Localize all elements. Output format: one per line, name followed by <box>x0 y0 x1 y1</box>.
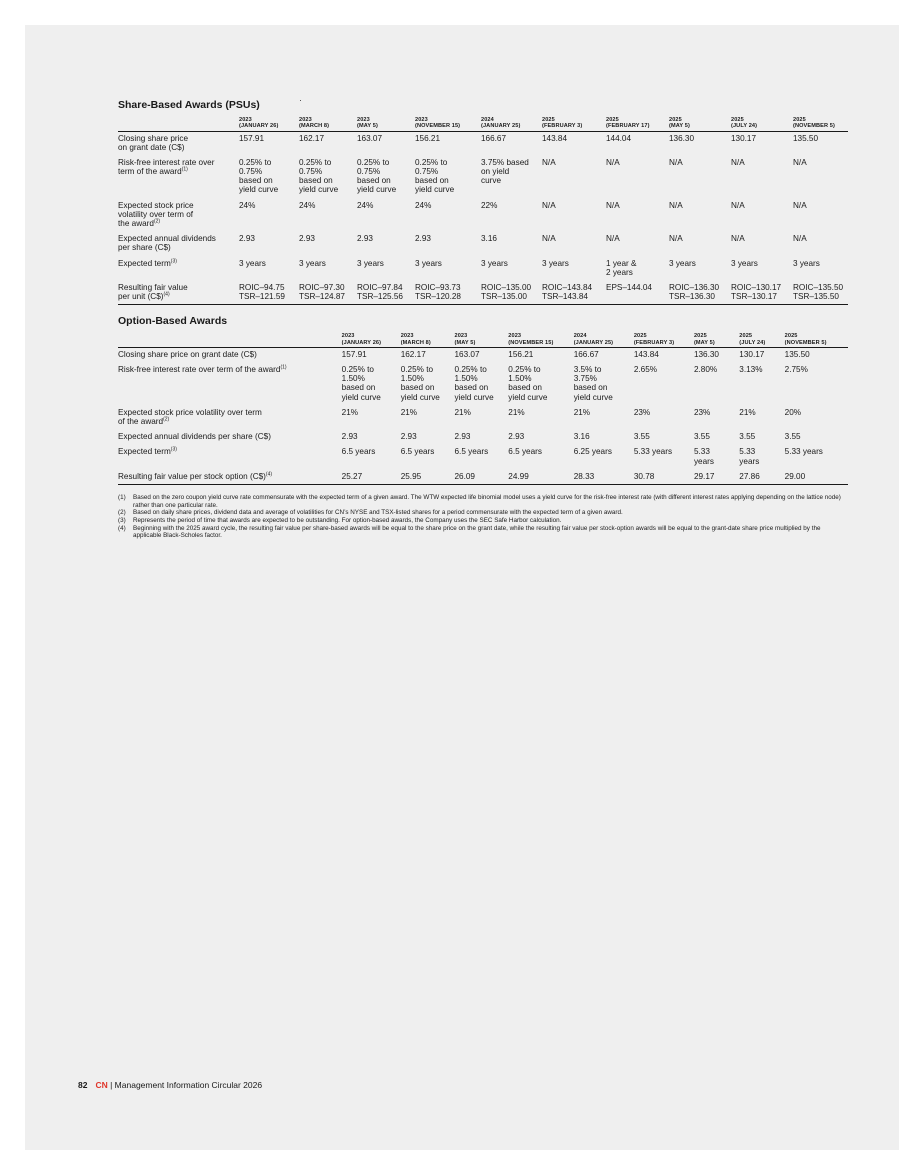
column-header-date: (MAY 5) <box>454 339 476 346</box>
table-cell: 5.33 years <box>633 447 673 457</box>
column-header-date: (JANUARY 26) <box>239 123 279 130</box>
header-blank <box>118 117 239 131</box>
footnote-ref: (4) <box>265 470 273 477</box>
table-cell: 157.91 <box>239 133 265 143</box>
row-label <box>118 279 239 305</box>
column-header-date: (MARCH 8) <box>400 339 431 346</box>
table-cell: 3 years <box>299 258 326 268</box>
column-header <box>574 333 634 347</box>
row-label <box>118 255 239 279</box>
table-row <box>118 230 848 254</box>
column-header-date: (FEBRUARY 17) <box>606 123 650 130</box>
table-cell: 24% <box>357 200 374 210</box>
footnote-ref: (1) <box>280 364 287 371</box>
table-cell: 3.55 <box>633 432 650 442</box>
table-cell: 6.5 years <box>454 447 489 457</box>
column-header-date: (MAY 5) <box>693 339 715 346</box>
column-header-date: (MAY 5) <box>357 123 378 130</box>
table-cell: 156.21 <box>415 133 441 143</box>
table-cell: ROIC–94.75 TSR–121.59 <box>239 279 299 305</box>
table-cell: ROIC–135.50 TSR–135.50 <box>793 279 848 305</box>
table-cell: 3.16 <box>573 432 590 442</box>
footnote-text: Based on daily share prices, dividend data and average of volatilities for CN’s NYSE and TSX-listed shares for a period commensurate with the expected term of a given award. <box>133 509 623 517</box>
row-label-text: Expected stock price volatility over term of the award <box>118 407 262 426</box>
table-cell: N/A <box>606 234 620 244</box>
table-cell: 2.93 <box>239 234 255 244</box>
table-cell: 2.93 <box>415 234 431 244</box>
table-cell: 3.16 <box>481 234 497 244</box>
table-cell: 166.67 <box>573 349 599 359</box>
table-cell: 3 years <box>415 258 442 268</box>
table-cell: 2.75% <box>784 365 808 374</box>
table-cell: 29.17 <box>694 468 739 485</box>
footnote-number: (4) <box>118 524 126 532</box>
table-cell: N/A <box>669 157 683 167</box>
footnote-text: Based on the zero coupon yield curve rate commensurate with the expected term of a given award. The WTW expected life binomial model uses a yield curve for the risk-free interest rate (with different interest rates applying depending on the lattice node) rather than one particular rate. <box>133 493 841 509</box>
row-label <box>118 443 342 467</box>
column-header-date: (JULY 24) <box>731 123 758 130</box>
column-header <box>481 117 542 131</box>
column-header-year: 2023 <box>357 117 370 123</box>
column-header-year: 2023 <box>454 333 468 340</box>
table-cell: 26.09 <box>455 468 509 485</box>
footnote-ref: (3) <box>170 446 177 453</box>
column-header-date: (JANUARY 26) <box>341 339 382 346</box>
row-label-text: Closing share price on grant date (C$) <box>118 349 257 359</box>
column-header-date: (NOVEMBER 5) <box>793 123 835 130</box>
table-cell: N/A <box>542 200 556 210</box>
table-row <box>118 428 848 443</box>
row-label-text: Risk-free interest rate over term of the award <box>118 157 215 177</box>
table-cell: 2.65% <box>633 365 658 374</box>
table-cell: 21% <box>400 407 418 417</box>
footnote-item <box>118 494 848 509</box>
column-header-year: 2025 <box>633 333 647 340</box>
table-cell: 143.84 <box>633 349 659 359</box>
footnote-number: (3) <box>118 516 126 524</box>
table-row <box>118 404 848 428</box>
table-cell: N/A <box>669 234 683 244</box>
table-cell: 2.80% <box>693 365 718 374</box>
footnote-ref: (1) <box>181 166 188 173</box>
row-label <box>118 468 342 485</box>
header-blank <box>118 333 342 347</box>
column-header-year: 2023 <box>239 117 252 123</box>
table-cell: 0.25% to 0.75% based on yield curve <box>415 157 455 195</box>
table-cell: 2.93 <box>508 432 525 442</box>
table-row <box>118 361 848 404</box>
document-page <box>25 25 899 1150</box>
table-cell: N/A <box>793 234 807 244</box>
table-cell: 163.07 <box>357 133 383 143</box>
table-cell: 135.50 <box>793 133 819 143</box>
table-cell: 0.25% to 1.50% based on yield curve <box>454 365 494 402</box>
column-header-date: (MARCH 8) <box>299 123 330 130</box>
table-cell: 3 years <box>542 258 569 268</box>
table-cell: 6.25 years <box>573 447 612 457</box>
column-header-date: (NOVEMBER 15) <box>508 339 554 346</box>
footnote-ref: (2) <box>163 416 170 423</box>
table-cell: 21% <box>341 407 359 417</box>
psu-header-row <box>118 117 848 131</box>
table-row <box>118 468 848 485</box>
column-header <box>694 333 739 347</box>
options-table <box>118 333 848 485</box>
table-cell: N/A <box>606 200 620 210</box>
table-cell: 162.17 <box>299 133 325 143</box>
column-header <box>669 117 731 131</box>
row-label-text: Resulting fair value per unit (C$) <box>118 282 188 302</box>
column-header-date: (FEBRUARY 3) <box>542 123 583 130</box>
table-cell: 2.93 <box>299 234 315 244</box>
column-header <box>731 117 793 131</box>
column-header <box>357 117 415 131</box>
row-label-text: Resulting fair value per stock option (C$) <box>118 471 266 481</box>
table-row <box>118 443 848 467</box>
column-header-year: 2025 <box>606 117 619 123</box>
column-header <box>415 117 481 131</box>
column-header-year: 2023 <box>400 333 414 340</box>
column-header-date: (MAY 5) <box>669 123 690 130</box>
column-header <box>455 333 509 347</box>
table-cell: 0.25% to 1.50% based on yield curve <box>341 365 381 402</box>
table-cell: 6.5 years <box>341 447 376 457</box>
table-cell: ROIC–130.17 TSR–130.17 <box>731 279 793 305</box>
table-cell: 6.5 years <box>400 447 435 457</box>
column-header <box>508 333 573 347</box>
table-cell: 28.33 <box>574 468 634 485</box>
footnote-ref: (3) <box>170 257 177 264</box>
page-content <box>118 99 848 540</box>
row-label <box>118 197 239 231</box>
footnote-item <box>118 517 848 525</box>
table-cell: 21% <box>454 407 471 417</box>
table-cell: 0.25% to 0.75% based on yield curve <box>299 157 339 195</box>
table-cell: 23% <box>633 407 651 417</box>
table-cell: N/A <box>731 200 745 210</box>
column-header-date: (NOVEMBER 15) <box>415 123 461 130</box>
table-cell: N/A <box>606 157 620 167</box>
row-label-text: Expected annual dividends per share (C$) <box>118 432 271 442</box>
table-cell: 3.13% <box>739 365 763 374</box>
row-label <box>118 154 239 197</box>
footnote-text: Represents the period of time that awards are expected to be outstanding. For option-based awards, the Company uses the SEC Safe Harbor calculation. <box>133 516 562 524</box>
table-row <box>118 154 848 197</box>
table-cell: 2.93 <box>400 432 417 442</box>
table-cell: 24% <box>299 200 316 210</box>
table-cell: N/A <box>731 234 745 244</box>
row-label <box>118 404 342 428</box>
column-header-year: 2025 <box>731 117 744 123</box>
table-cell: 136.30 <box>693 349 719 359</box>
page-number: 82 <box>78 1080 88 1090</box>
column-header <box>793 117 848 131</box>
table-cell: 156.21 <box>508 349 534 359</box>
column-header <box>739 333 784 347</box>
table-cell: 24% <box>415 200 432 210</box>
column-header-year: 2024 <box>481 117 494 123</box>
page-footer <box>78 1080 262 1090</box>
table-cell: 163.07 <box>454 349 480 359</box>
column-header <box>785 333 848 347</box>
table-cell: 135.50 <box>784 349 810 359</box>
footnote-number: (1) <box>118 493 126 501</box>
table-cell: 24.99 <box>508 468 573 485</box>
table-cell: 166.67 <box>481 133 507 143</box>
table-cell: 2.93 <box>357 234 373 244</box>
row-label <box>118 347 342 361</box>
footnote-item <box>118 525 848 540</box>
footer-text: | Management Information Circular 2026 <box>107 1080 263 1090</box>
table-cell: 2.93 <box>454 432 471 442</box>
table-cell: 162.17 <box>400 349 426 359</box>
column-header <box>342 333 401 347</box>
table-cell: 1 year & 2 years <box>606 258 637 277</box>
table-cell: 27.86 <box>739 468 784 485</box>
table-cell: 3.55 <box>693 432 710 442</box>
row-label <box>118 131 239 154</box>
column-header-year: 2025 <box>793 117 806 123</box>
table-cell: N/A <box>731 157 745 167</box>
brand-name: CN <box>95 1080 108 1090</box>
row-label <box>118 428 342 443</box>
column-header-year: 2024 <box>573 333 587 340</box>
column-header-date: (FEBRUARY 3) <box>633 339 675 346</box>
row-label-text: Expected term <box>118 258 171 268</box>
table-cell: 0.25% to 0.75% based on yield curve <box>357 157 397 195</box>
options-header-row <box>118 333 848 347</box>
table-cell: N/A <box>793 157 807 167</box>
column-header-date: (JANUARY 25) <box>481 123 521 130</box>
table-cell: N/A <box>793 200 807 210</box>
table-cell: 29.00 <box>785 468 848 485</box>
table-cell: 5.33 years <box>739 447 760 466</box>
footnotes <box>118 494 848 540</box>
footnote-text: Beginning with the 2025 award cycle, the resulting fair value per share-based awards will be equal to the share price on the grant date, while the resulting fair value per stock-option awards will be equal to the grant-date share price multiplied by the applicable Black-Scholes factor. <box>133 524 821 540</box>
column-header-year: 2025 <box>784 333 798 340</box>
table-cell: 22% <box>481 200 498 210</box>
table-cell: ROIC–135.00 TSR–135.00 <box>481 279 542 305</box>
table-cell: 23% <box>693 407 711 417</box>
table-cell: 2.93 <box>341 432 358 442</box>
footnote-ref: (2) <box>153 218 161 225</box>
table-cell: N/A <box>542 157 556 167</box>
table-cell: 3.75% based on yield curve <box>481 157 529 186</box>
table-cell: ROIC–143.84 TSR–143.84 <box>542 279 606 305</box>
column-header <box>606 117 669 131</box>
table-cell: 3 years <box>731 258 758 268</box>
options-table-body <box>118 347 848 484</box>
table-cell: 20% <box>784 407 802 417</box>
table-cell: 0.25% to 0.75% based on yield curve <box>239 157 279 195</box>
table-cell: 3.55 <box>739 432 756 442</box>
table-cell: 25.95 <box>401 468 455 485</box>
table-cell: ROIC–93.73 TSR–120.28 <box>415 279 481 305</box>
table-cell: 0.25% to 1.50% based on yield curve <box>400 365 440 402</box>
table-cell: 3 years <box>357 258 384 268</box>
row-label-text: Expected stock price volatility over term of the award <box>118 200 194 228</box>
table-cell: 130.17 <box>731 133 757 143</box>
row-label <box>118 230 239 254</box>
table-cell: 136.30 <box>669 133 695 143</box>
table-cell: 5.33 years <box>693 447 714 466</box>
column-header-year: 2023 <box>299 117 312 123</box>
table-cell: 3.55 <box>784 432 801 442</box>
options-section-title: Option-Based Awards <box>118 315 228 328</box>
column-header <box>542 117 606 131</box>
column-header-year: 2025 <box>693 333 707 340</box>
table-cell: ROIC–97.84 TSR–125.56 <box>357 279 415 305</box>
row-label-text: Risk-free interest rate over term of the award <box>118 365 281 374</box>
table-cell: 21% <box>508 407 525 417</box>
row-label <box>118 361 342 404</box>
footnote-ref: (4) <box>163 291 170 298</box>
table-row <box>118 255 848 279</box>
table-cell: N/A <box>669 200 683 210</box>
footnote-item <box>118 509 848 517</box>
row-label-text: Closing share price on grant date (C$) <box>118 133 189 152</box>
column-header-year: 2025 <box>669 117 682 123</box>
options-section <box>118 315 848 485</box>
column-header <box>239 117 299 131</box>
table-cell: 6.5 years <box>508 447 542 457</box>
table-row <box>118 347 848 361</box>
table-cell: 21% <box>573 407 591 417</box>
table-cell: EPS–144.04 <box>606 279 669 305</box>
psu-table <box>118 117 848 305</box>
table-cell: 3 years <box>793 258 820 268</box>
table-cell: 143.84 <box>542 133 568 143</box>
psu-table-body <box>118 131 848 305</box>
row-label-text: Expected annual dividends per share (C$) <box>118 234 216 253</box>
table-row <box>118 279 848 305</box>
table-cell: 3 years <box>481 258 508 268</box>
table-cell: 3 years <box>669 258 696 268</box>
table-cell: 157.91 <box>341 349 367 359</box>
table-cell: N/A <box>542 234 556 244</box>
table-cell: 21% <box>739 407 756 417</box>
table-cell: ROIC–136.30 TSR–136.30 <box>669 279 731 305</box>
table-cell: 144.04 <box>606 133 632 143</box>
table-cell: 24% <box>239 200 256 210</box>
column-header-year: 2023 <box>415 117 428 123</box>
column-header-date: (JULY 24) <box>739 339 766 346</box>
column-header-year: 2025 <box>739 333 753 340</box>
table-cell: 30.78 <box>634 468 694 485</box>
column-header-year: 2023 <box>508 333 522 340</box>
column-header-year: 2025 <box>542 117 555 123</box>
table-cell: 0.25% to 1.50% based on yield curve <box>508 365 548 402</box>
table-cell: 3 years <box>239 258 266 268</box>
column-header <box>401 333 455 347</box>
row-label-text: Expected term <box>118 447 171 457</box>
column-header <box>634 333 694 347</box>
psu-section-title: Share-Based Awards (PSUs) <box>118 99 260 111</box>
column-header-date: (JANUARY 25) <box>573 339 614 346</box>
column-header <box>299 117 357 131</box>
table-row <box>118 197 848 231</box>
table-cell: 3.5% to 3.75% based on yield curve <box>573 365 613 402</box>
table-cell: 5.33 years <box>784 447 823 457</box>
table-cell: 25.27 <box>342 468 401 485</box>
table-row <box>118 131 848 154</box>
column-header-date: (NOVEMBER 5) <box>784 339 827 346</box>
table-cell: ROIC–97.30 TSR–124.87 <box>299 279 357 305</box>
footnote-number: (2) <box>118 509 126 517</box>
table-cell: 130.17 <box>739 349 765 359</box>
column-header-year: 2023 <box>341 333 355 340</box>
